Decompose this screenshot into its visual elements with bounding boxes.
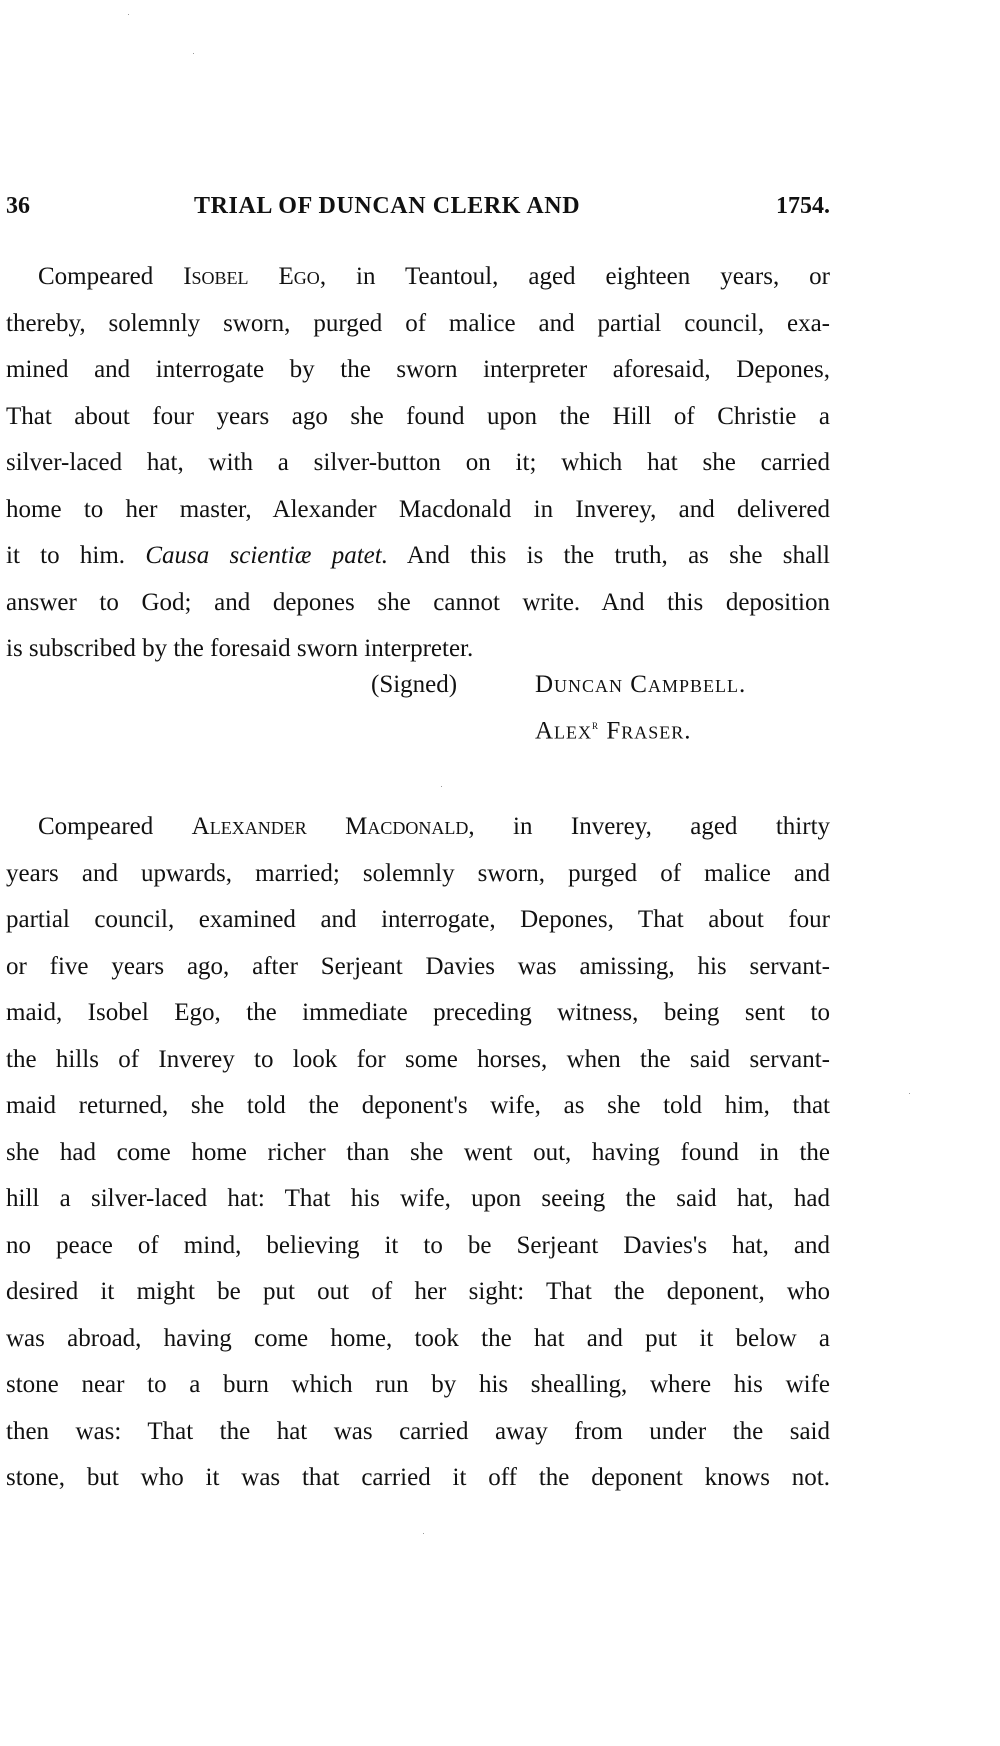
page-speck xyxy=(441,786,442,787)
text-line: thereby, solemnly sworn, purged of malice and partial council, exa- xyxy=(6,309,830,337)
text-line: it to him. Causa scientiæ patet. And this is the truth, as she shall xyxy=(6,542,831,569)
text-line: partial council, examined and interrogate, Depones, That about four xyxy=(6,906,830,933)
signed-label: (Signed) xyxy=(371,671,458,698)
witness-name: Isobel Ego xyxy=(183,263,320,290)
text-line: she had come home richer than she went out, having found in the xyxy=(6,1138,830,1166)
text-line: no peace of mind, believing it to be Serjeant Davies's hat, and xyxy=(6,1231,830,1259)
deposition-isobel-ego xyxy=(6,254,830,673)
text-line: home to her master, Alexander Macdonald in Inverey, and delivered xyxy=(6,495,830,523)
text-line: was abroad, having come home, took the hat and put it below a xyxy=(6,1324,830,1352)
text-line: mined and interrogate by the sworn interpreter aforesaid, Depones, xyxy=(6,356,830,383)
page-speck xyxy=(423,1533,424,1534)
text-line: That about four years ago she found upon the Hill of Christie a xyxy=(6,402,830,430)
signatory-alex-fraser: Alex$^r$ Fraser. xyxy=(535,717,692,745)
text-line: answer to God; and depones she cannot write. And this deposition xyxy=(6,588,830,616)
text-line: maid, Isobel Ego, the immediate preceding witness, being sent to xyxy=(6,999,830,1026)
page-number: 36 xyxy=(6,193,30,219)
page-speck xyxy=(193,53,194,54)
text-line: is subscribed by the foresaid sworn interpreter. xyxy=(6,635,474,662)
text-line: the hills of Inverey to look for some horses, when the said servant- xyxy=(6,1045,830,1073)
page-speck xyxy=(909,1093,910,1094)
header-year: 1754. xyxy=(776,193,830,219)
signatory-duncan-campbell: Duncan Campbell. xyxy=(535,671,747,698)
text-line: stone, but who it was that carried it off the deponent knows not. xyxy=(6,1464,830,1491)
page-speck xyxy=(128,14,129,15)
text-line: silver-laced hat, with a silver-button on it; which hat she carried xyxy=(6,449,830,476)
text-line: then was: That the hat was carried away from under the said xyxy=(6,1417,830,1445)
text-line: Compeared Alexander Macdonald, in Inverey, aged thirty xyxy=(38,813,831,840)
text-line: Compeared Isobel Ego, in Teantoul, aged eighteen years, or xyxy=(38,263,830,290)
text-line: years and upwards, married; solemnly sworn, purged of malice and xyxy=(6,859,830,887)
text-line: hill a silver-laced hat: That his wife, upon seeing the said hat, had xyxy=(6,1185,830,1212)
text-line: stone near to a burn which run by his shealling, where his wife xyxy=(6,1371,830,1398)
latin-phrase: Causa scientiæ patet. xyxy=(145,542,388,569)
witness-name: Alexander Macdonald xyxy=(191,813,469,840)
running-header xyxy=(6,193,830,223)
text-line: desired it might be put out of her sight: That the deponent, who xyxy=(6,1278,830,1305)
text-line: maid returned, she told the deponent's wife, as she told him, that xyxy=(6,1092,830,1119)
deposition-alexander-macdonald xyxy=(6,804,830,1502)
text-line: or five years ago, after Serjeant Davies was amissing, his servant- xyxy=(6,952,830,980)
running-title: TRIAL OF DUNCAN CLERK AND xyxy=(194,193,581,219)
